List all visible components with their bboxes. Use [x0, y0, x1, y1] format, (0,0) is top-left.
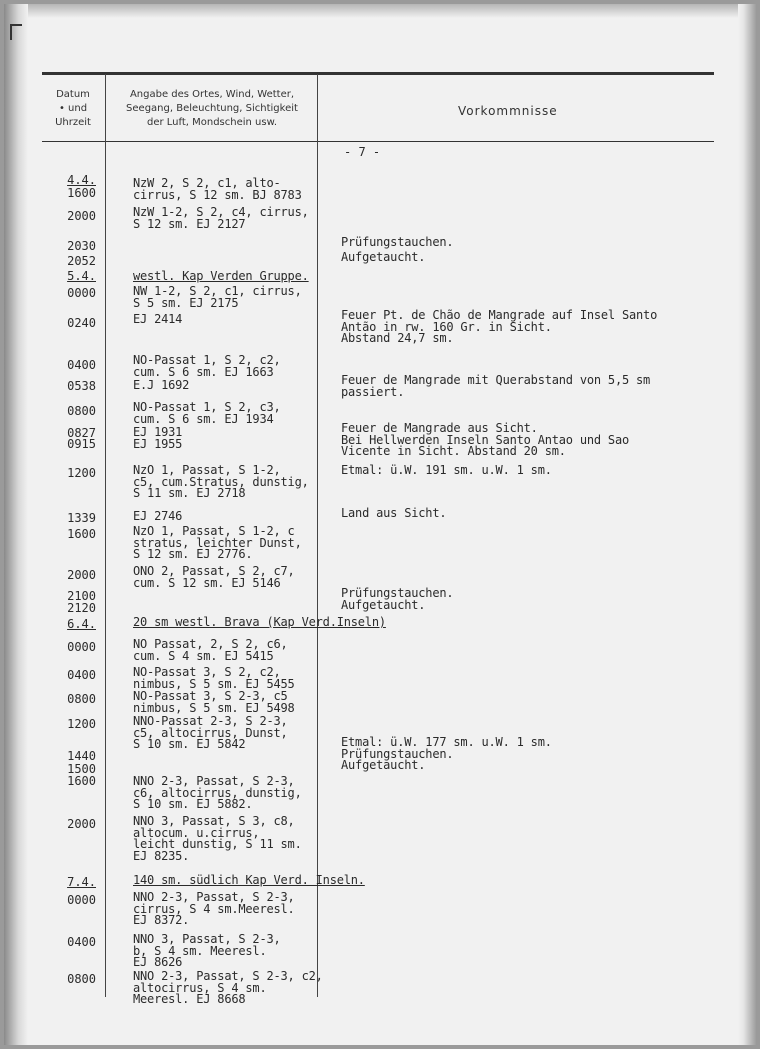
entry-event-line: Bei Hellwerden Inseln Santo Antao und Sao	[341, 432, 630, 447]
entry-time: 0400	[67, 668, 96, 682]
entry-location-line: NO-Passat 1, S 2, c2,	[133, 353, 281, 367]
entry-location-line: Meeresl. EJ 8668	[133, 992, 246, 1006]
entry-location-line: leicht dunstig, S 11 sm.	[133, 837, 302, 851]
entry-time: 1440	[67, 749, 96, 763]
entry-event-line: Vicente in Sicht. Abstand 20 sm.	[341, 444, 566, 458]
entry-location-line: NzW 2, S 2, c1, alto-	[133, 176, 281, 190]
entry-location-line: cirrus, S 12 sm. BJ 8783	[133, 187, 302, 202]
entry-location-line: cum. S 12 sm. EJ 5146	[133, 575, 281, 590]
entry-location-line: stratus, leichter Dunst,	[133, 535, 302, 550]
entry-time: 1200	[67, 717, 96, 731]
entry-location-line: NNO 2-3, Passat, S 2-3,	[133, 774, 295, 788]
entry-location-line: cum. S 6 sm. EJ 1934	[133, 411, 274, 426]
entry-location-line: c6, altocirrus, dunstig,	[133, 785, 302, 800]
entry-location-line: NO-Passat 3, S 2, c2,	[133, 665, 281, 679]
entry-time: 2000	[67, 817, 96, 831]
entry-location-line: ONO 2, Passat, S 2, c7,	[133, 564, 295, 578]
entry-date: 6.4.	[67, 617, 96, 631]
page-number: - 7 -	[344, 145, 381, 159]
entry-time: 2052	[67, 254, 96, 268]
entry-location-line: EJ 8626	[133, 955, 183, 969]
entry-event-line: Prüfungstauchen.	[341, 746, 454, 761]
entry-time: 0800	[67, 972, 96, 986]
entry-location-line: NNO 2-3, Passat, S 2-3, c2,	[133, 969, 323, 983]
entry-event-line: Feuer de Mangrade aus Sicht.	[341, 421, 538, 435]
entry-event-line: Aufgetaucht.	[341, 597, 426, 612]
entry-time: 0800	[67, 404, 96, 418]
entry-event-line: Aufgetaucht.	[341, 758, 426, 772]
entry-time: 2000	[67, 568, 96, 582]
entry-event-line: Feuer Pt. de Chão de Mangrade auf Insel Santo	[341, 308, 658, 322]
entry-location-line: NO Passat, 2, S 2, c6,	[133, 637, 288, 651]
entry-time: 0538	[67, 379, 96, 393]
entry-location-line: c5, cum.Stratus, dunstig,	[133, 474, 309, 489]
entry-time: 1339	[67, 511, 96, 525]
entry-location-line: NNO-Passat 2-3, S 2-3,	[133, 714, 288, 728]
corner-mark	[10, 24, 22, 40]
entry-time: 1500	[67, 762, 96, 776]
entry-time: 1600	[67, 774, 96, 788]
entry-location-line: S 10 sm. EJ 5842	[133, 737, 246, 751]
header-location-weather: Angabe des Ortes, Wind, Wetter, Seegang, Beleuchtung, Sichtigkeit der Luft, Mondschein usw.	[126, 89, 298, 128]
entry-location-line: 20 sm westl. Brava (Kap Verd.Inseln)	[133, 615, 386, 629]
entry-location-line: nimbus, S 5 sm. EJ 5498	[133, 700, 295, 715]
entry-location-line: westl. Kap Verden Gruppe.	[133, 269, 309, 283]
document-page	[4, 4, 756, 1045]
entry-time: 2120	[67, 601, 96, 615]
scan-shadow-right	[738, 4, 756, 1045]
entry-location-line: NzW 1-2, S 2, c4, cirrus,	[133, 205, 309, 219]
entry-location-line: cum. S 4 sm. EJ 5415	[133, 648, 274, 663]
table-header-rule	[42, 141, 714, 142]
entry-date: 7.4.	[67, 875, 96, 889]
entry-time: 0400	[67, 358, 96, 372]
entry-event-line: Aufgetaucht.	[341, 250, 426, 264]
entry-time: 2000	[67, 209, 96, 223]
entry-time: 0400	[67, 935, 96, 949]
entry-time: 0827	[67, 426, 96, 440]
entry-location-line: S 12 sm. EJ 2127	[133, 216, 246, 231]
entry-location-line: c5, altocirrus, Dunst,	[133, 725, 288, 740]
entry-event-line: Abstand 24,7 sm.	[341, 331, 454, 345]
entry-time: 2030	[67, 239, 96, 253]
entry-event-line: Etmal: ü.W. 191 sm. u.W. 1 sm.	[341, 463, 552, 477]
scan-shadow-top	[4, 4, 756, 18]
entry-location-line: NzO 1, Passat, S 1-2, c	[133, 524, 295, 538]
entry-time: 1600	[67, 527, 96, 541]
entry-location-line: cirrus, S 4 sm.Meeresl.	[133, 901, 295, 916]
entry-location-line: S 11 sm. EJ 2718	[133, 486, 246, 500]
entry-location-line: cum. S 6 sm. EJ 1663	[133, 364, 274, 379]
entry-event-line: Land aus Sicht.	[341, 506, 447, 520]
entry-location-line: nimbus, S 5 sm. EJ 5455	[133, 676, 295, 691]
entry-location-line: EJ 2414	[133, 312, 183, 326]
entry-location-line: NNO 2-3, Passat, S 2-3,	[133, 890, 295, 904]
entry-time: 0000	[67, 286, 96, 300]
header-date-time: Datum • und Uhrzeit	[55, 89, 91, 128]
entry-date: 4.4.	[67, 173, 96, 187]
entry-time: 2100	[67, 589, 96, 603]
table-top-rule	[42, 72, 714, 75]
entry-event-line: Antão in rw. 160 Gr. in Sicht.	[341, 319, 552, 334]
entry-time: 1200	[67, 466, 96, 480]
column-divider-2	[317, 74, 318, 997]
entry-location-line: S 12 sm. EJ 2776.	[133, 547, 253, 561]
entry-location-line: EJ 8372.	[133, 913, 190, 927]
entry-time: 0915	[67, 437, 96, 451]
entry-date: 5.4.	[67, 269, 96, 283]
entry-location-line: NO-Passat 3, S 2-3, c5	[133, 689, 288, 703]
entry-location-line: NW 1-2, S 2, c1, cirrus,	[133, 284, 302, 298]
entry-location-line: NNO 3, Passat, S 2-3,	[133, 932, 281, 946]
header-events: Vorkommnisse	[458, 104, 558, 118]
entry-event-line: Feuer de Mangrade mit Querabstand von 5,5 sm	[341, 373, 651, 387]
entry-time: 0800	[67, 692, 96, 706]
entry-location-line: EJ 8235.	[133, 848, 190, 863]
entry-event-line: Etmal: ü.W. 177 sm. u.W. 1 sm.	[341, 735, 552, 749]
entry-location-line: NO-Passat 1, S 2, c3,	[133, 400, 281, 414]
entry-time: 0240	[67, 316, 96, 330]
entry-location-line: EJ 1931	[133, 425, 183, 439]
entry-location-line: b, S 4 sm. Meeresl.	[133, 943, 267, 958]
entry-location-line: altocum. u.cirrus,	[133, 825, 260, 840]
entry-location-line: EJ 1955	[133, 437, 183, 451]
entry-event-line: Prüfungstauchen.	[341, 235, 454, 249]
entry-time: 0000	[67, 893, 96, 907]
entry-location-line: E.J 1692	[133, 378, 190, 392]
entry-location-line: NNO 3, Passat, S 3, c8,	[133, 814, 295, 828]
entry-time: 1600	[67, 186, 96, 200]
entry-location-line: EJ 2746	[133, 509, 183, 523]
entry-event-line: passiert.	[341, 384, 405, 399]
entry-location-line: 140 sm. südlich Kap Verd. Inseln.	[133, 873, 365, 887]
entry-time: 0000	[67, 640, 96, 654]
column-divider-1	[105, 74, 106, 997]
entry-event-line: Prüfungstauchen.	[341, 586, 454, 600]
entry-location-line: altocirrus, S 4 sm.	[133, 980, 267, 995]
entry-location-line: S 10 sm. EJ 5882.	[133, 797, 253, 811]
entry-location-line: S 5 sm. EJ 2175	[133, 295, 239, 310]
entry-location-line: NzO 1, Passat, S 1-2,	[133, 463, 281, 477]
scan-shadow-left	[4, 4, 28, 1045]
